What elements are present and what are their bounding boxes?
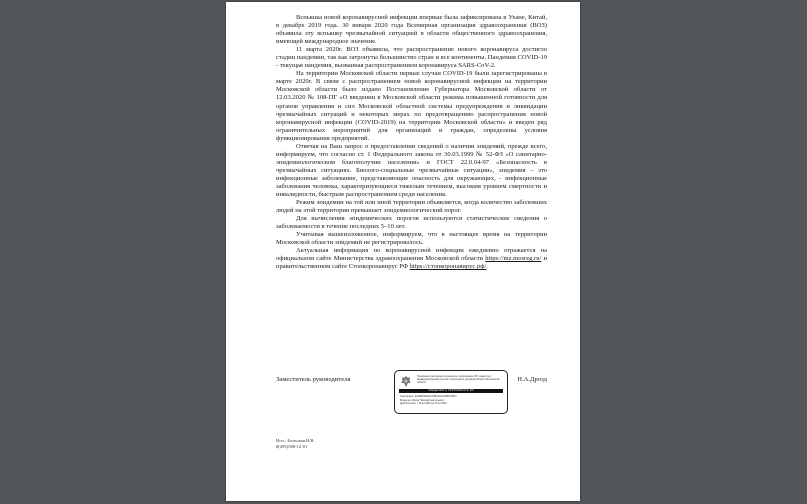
stamp-certificate: Сертификат: 0100BF0000AC7FB1AA4F236D7F8C4 [400, 395, 457, 398]
paragraph-2: 11 марта 2020г. ВОЗ объявила, что распространение нового коронавируса достигло стадии пандемии, так как затронуты большинство стран и все континенты. Пандемия COVID-19 - текущая пандемия, вызванная распространением коронавируса SARS-CoV-2. [276, 46, 547, 70]
paragraph-7: Учитывая вышеизложенное, информируем, что в настоящее время на территории Московской области эпидемий не регистрировалось. [276, 231, 547, 247]
signatory-name: Н.А.Дрозд [517, 376, 547, 383]
stamp-owner: Владелец: Дрозд Николай Анатольевич [400, 398, 445, 402]
stamp-details [400, 395, 504, 406]
link-stopkoronavirus[interactable]: https://стопкоронавирус.рф/ [409, 263, 487, 271]
link-mz-mosreg[interactable]: https://mz.mosreg.ru/ [485, 255, 542, 263]
paragraph-5: Режим эпидемии на той или иной территории объявляется, когда количество заболевших людей на этой территории превышает эпидемиологический порог. [276, 199, 547, 215]
paragraph-1: Вспышка новой коронавирусной инфекции впервые была зафиксирована в Ухане, Китай, в декабре 2019 года. 30 января 2020 года Всемирная организация здравоохранения (ВОЗ) объявила эту вспышку чрезвычайной ситуацией в области общественного здравоохранения, имеющей международное значение. [276, 14, 547, 46]
paragraph-6: Для вычисления эпидемических порогов используются статистические сведения о заболеваемости в течение последних 5–10 лет. [276, 215, 547, 231]
executor-name: Исп.: Бельская Н.В. [276, 438, 315, 443]
signature-block [276, 372, 547, 414]
executor-phone: 8(495)586-12-01 [276, 444, 308, 449]
executor-footer [276, 438, 315, 450]
stamp-validity: Действителен: с 16.12.2020 до 16.12.2021 [400, 402, 447, 406]
stamp-header: Подлинник электронного документа, подписанного ЭП, хранится в Межведомственной системе электронного документооборота Московской области [417, 375, 500, 384]
paragraph-8-text-a: Актуальная информация по коронавирусной инфекции ежедневно отражается на официальном сайте Министерства здравоохранения Московской области [276, 247, 547, 263]
electronic-signature-stamp [394, 370, 508, 414]
paragraph-8 [276, 247, 547, 271]
paragraph-4: Отвечая на Ваш запрос о предоставлении сведений о наличии эпидемий, прежде всего, информируем, что согласно ст. 1 Федерального закона от 30.03.1999 № 52-ФЗ «О санитарно-эпидемиологическом благополучии населения» и ГОСТ 22.0.04-97 «Безопасность в чрезвычайных ситуациях. Биолого-социальные чрезвычайные ситуации», эпидемия – это инфекционные заболевание, представляющие опасность для окружающих, - инфекционные заболевания человека, характеризующиеся тяжелым течением, высоким уровнем смертности и инвалидности, быстрым распространением среди населения. [276, 142, 547, 199]
document-page [226, 2, 580, 501]
paragraph-3: На территории Московской области первые случаи COVID-19 были зарегистрированы в марте 2020г. В связи с распространением новой коронавирусной инфекции на территории Московской области было издано Постановление Губернатора Московской области от 12.03.2020 № 108-ПГ «О введении в Московской области режима повышенной готовности для органов управления и сил Московской областной системы предупреждения и ликвидации чрезвычайных ситуаций и некоторых мерах по предотвращению распространения новой коронавирусной инфекции (COVID-2019) на территории Московской области» и введен ряд ограничительных мероприятий для организаций и граждан, определены условия функционирования предприятий. [276, 70, 547, 142]
stamp-certificate-bar: СВЕДЕНИЯ О СЕРТИФИКАТЕ ЭП [399, 389, 503, 393]
coat-of-arms-icon [400, 375, 412, 388]
signatory-title: Заместитель руководителя [276, 376, 351, 383]
paragraph-8-text-c: . [486, 263, 488, 271]
letter-body [276, 14, 547, 272]
paragraph-8-text-b: и правительственном сайте Стопкоронавирус РФ [276, 255, 548, 271]
